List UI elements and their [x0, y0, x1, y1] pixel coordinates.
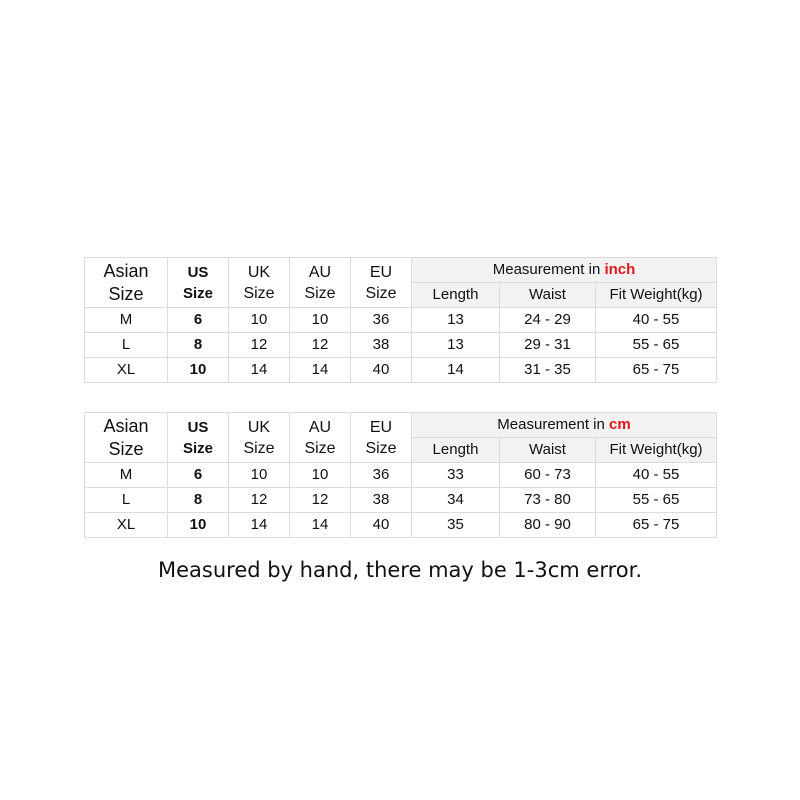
eu-size-cell: 36 [351, 308, 412, 333]
asian-size-header: Asian Size [85, 258, 168, 308]
us-size-header: US Size [168, 413, 229, 463]
waist-cell: 24 - 29 [500, 308, 596, 333]
length-header: Length [412, 283, 500, 308]
fit-weight-header: Fit Weight(kg) [596, 283, 717, 308]
waist-cell: 29 - 31 [500, 333, 596, 358]
au-size-cell: 14 [290, 513, 351, 538]
fit-weight-cell: 55 - 65 [596, 333, 717, 358]
uk-size-cell: 12 [229, 488, 290, 513]
asian-size-header: Asian Size [85, 413, 168, 463]
eu-size-cell: 40 [351, 513, 412, 538]
eu-size-cell: 38 [351, 333, 412, 358]
table-row [85, 463, 717, 488]
waist-cell: 31 - 35 [500, 358, 596, 383]
fit-weight-header: Fit Weight(kg) [596, 438, 717, 463]
measurement-note: Measured by hand, there may be 1-3cm error. [157, 558, 642, 582]
uk-size-cell: 10 [229, 463, 290, 488]
measurement-header: Measurement in cm [412, 413, 717, 438]
table-row [85, 333, 717, 358]
uk-size-header: UK Size [229, 413, 290, 463]
asian-size-cell: M [85, 308, 168, 333]
measurement-header: Measurement in inch [412, 258, 717, 283]
asian-size-cell: M [85, 463, 168, 488]
waist-cell: 60 - 73 [500, 463, 596, 488]
fit-weight-cell: 65 - 75 [596, 358, 717, 383]
table-row [85, 358, 717, 383]
length-cell: 33 [412, 463, 500, 488]
asian-size-cell: L [85, 333, 168, 358]
us-size-cell: 8 [168, 488, 229, 513]
size-chart-cm-table [84, 412, 717, 538]
asian-size-cell: XL [85, 358, 168, 383]
eu-size-cell: 38 [351, 488, 412, 513]
uk-size-cell: 14 [229, 358, 290, 383]
us-size-header: US Size [168, 258, 229, 308]
length-cell: 35 [412, 513, 500, 538]
fit-weight-cell: 65 - 75 [596, 513, 717, 538]
au-size-cell: 12 [290, 333, 351, 358]
fit-weight-cell: 55 - 65 [596, 488, 717, 513]
eu-size-header: EU Size [351, 413, 412, 463]
eu-size-cell: 36 [351, 463, 412, 488]
waist-header: Waist [500, 283, 596, 308]
eu-size-header: EU Size [351, 258, 412, 308]
measurement-unit: inch [604, 261, 636, 278]
fit-weight-cell: 40 - 55 [596, 308, 717, 333]
length-cell: 34 [412, 488, 500, 513]
length-cell: 13 [412, 333, 500, 358]
measurement-unit: cm [609, 416, 631, 433]
uk-size-cell: 12 [229, 333, 290, 358]
au-size-header: AU Size [290, 413, 351, 463]
table-row [85, 513, 717, 538]
us-size-cell: 10 [168, 513, 229, 538]
uk-size-header: UK Size [229, 258, 290, 308]
us-size-cell: 10 [168, 358, 229, 383]
uk-size-cell: 10 [229, 308, 290, 333]
us-size-cell: 8 [168, 333, 229, 358]
us-size-cell: 6 [168, 463, 229, 488]
au-size-cell: 12 [290, 488, 351, 513]
au-size-cell: 14 [290, 358, 351, 383]
length-cell: 13 [412, 308, 500, 333]
au-size-cell: 10 [290, 463, 351, 488]
size-chart-inch-table [84, 257, 717, 383]
waist-header: Waist [500, 438, 596, 463]
length-header: Length [412, 438, 500, 463]
eu-size-cell: 40 [351, 358, 412, 383]
table-row [85, 308, 717, 333]
table-row [85, 488, 717, 513]
length-cell: 14 [412, 358, 500, 383]
uk-size-cell: 14 [229, 513, 290, 538]
us-size-cell: 6 [168, 308, 229, 333]
asian-size-cell: XL [85, 513, 168, 538]
au-size-header: AU Size [290, 258, 351, 308]
asian-size-cell: L [85, 488, 168, 513]
waist-cell: 73 - 80 [500, 488, 596, 513]
fit-weight-cell: 40 - 55 [596, 463, 717, 488]
waist-cell: 80 - 90 [500, 513, 596, 538]
au-size-cell: 10 [290, 308, 351, 333]
